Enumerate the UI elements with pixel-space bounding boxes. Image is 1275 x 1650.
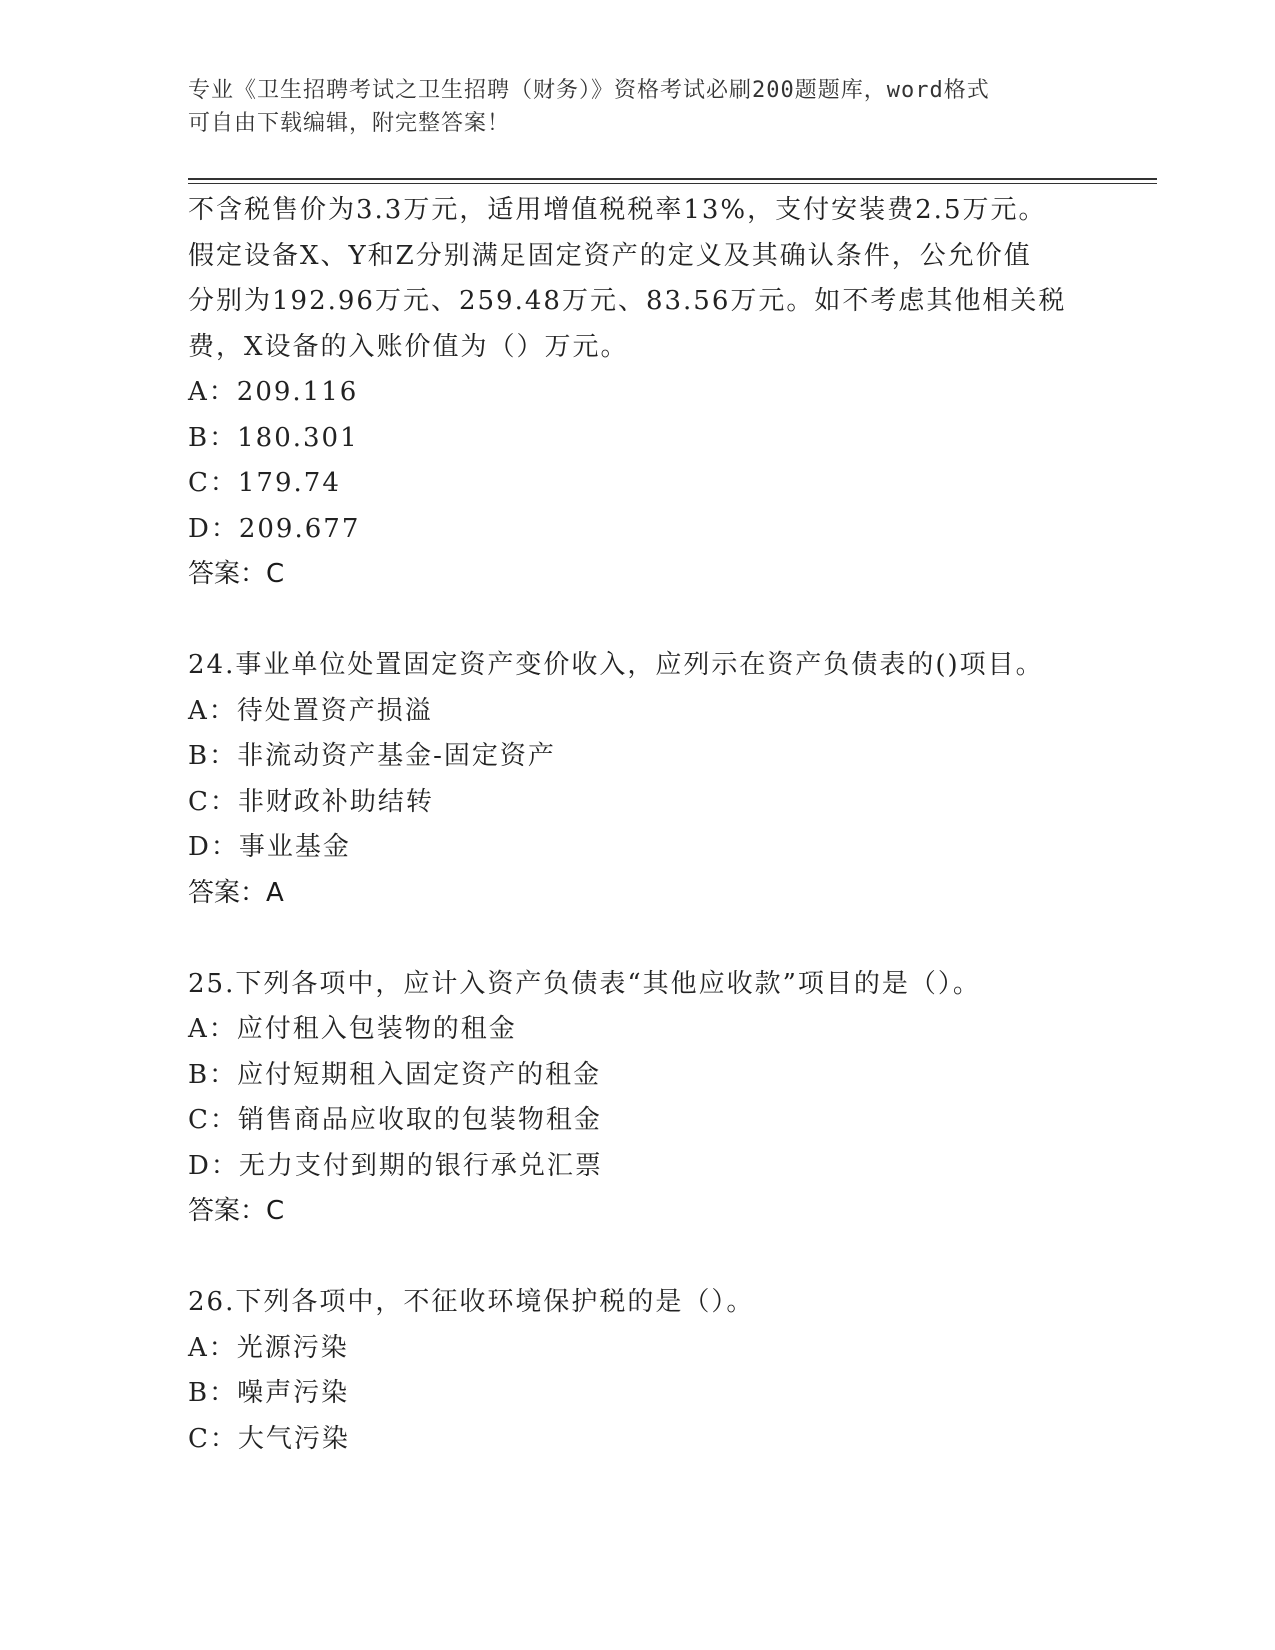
question-stem: 25.下列各项中，应计入资产负债表“其他应收款”项目的是（）。 [188, 968, 981, 999]
option-d: D：无力支付到期的银行承兑汇票 [188, 1150, 603, 1181]
option-a: A：待处置资产损溢 [188, 695, 433, 726]
option-b: B：非流动资产基金-固定资产 [188, 741, 556, 771]
spacer [188, 1235, 1088, 1281]
question-stem-line: 费，X设备的入账价值为（）万元。 [188, 331, 629, 362]
answer: 答案：A [188, 877, 284, 908]
answer: 答案：C [188, 559, 285, 589]
option-d: D：209.677 [188, 513, 361, 544]
question-list [188, 188, 1088, 1462]
question-24 [188, 643, 1088, 916]
option-a: A：应付租入包装物的租金 [188, 1014, 517, 1044]
spacer [188, 916, 1088, 962]
option-a: A：光源污染 [188, 1332, 349, 1363]
option-b: B：180.301 [188, 422, 359, 453]
header-divider-thin [188, 183, 1157, 184]
option-c: C：销售商品应收取的包装物租金 [188, 1105, 602, 1135]
option-a: A：209.116 [188, 377, 359, 407]
question-stem-line: 分别为192.96万元、259.48万元、83.56万元。如不考虑其他相关税 [188, 286, 1067, 316]
question-stem: 24.事业单位处置固定资产变价收入，应列示在资产负债表的()项目。 [188, 650, 1044, 680]
option-b: B：噪声污染 [188, 1378, 350, 1408]
question-stem: 26.下列各项中，不征收环境保护税的是（）。 [188, 1287, 755, 1317]
header-divider-thick [188, 178, 1157, 180]
question-25 [188, 962, 1088, 1235]
question-stem-line: 假定设备X、Y和Z分别满足固定资产的定义及其确认条件，公允价值 [188, 240, 1032, 271]
question-26 [188, 1280, 1088, 1462]
option-d: D：事业基金 [188, 832, 351, 862]
header-line-2: 可自由下载编辑，附完整答案！ [188, 111, 511, 136]
header-line-1: 专业《卫生招聘考试之卫生招聘（财务）》资格考试必刷200题题库，word格式 [188, 78, 990, 103]
spacer [188, 598, 1088, 644]
document-header [188, 74, 1088, 140]
option-b: B：应付短期租入固定资产的租金 [188, 1059, 602, 1090]
option-c: C：大气污染 [188, 1423, 350, 1454]
option-c: C：179.74 [188, 468, 341, 498]
question-stem-line: 不含税售价为3.3万元，适用增值税税率13%，支付安装费2.5万元。 [188, 195, 1047, 225]
answer: 答案：C [188, 1196, 285, 1226]
question-23 [188, 188, 1088, 598]
option-c: C：非财政补助结转 [188, 786, 434, 817]
